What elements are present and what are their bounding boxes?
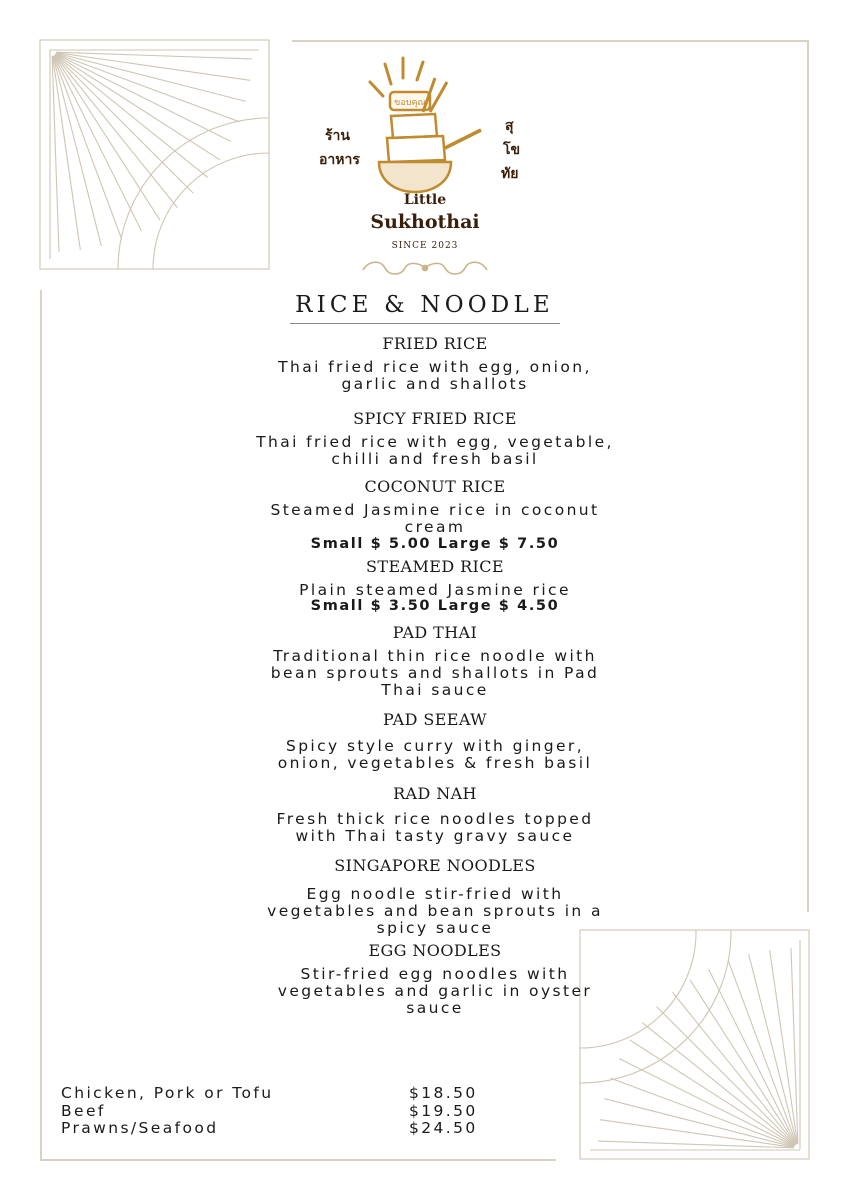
logo-thai-left-1: ร้าน bbox=[325, 128, 350, 144]
logo-ladle-handle bbox=[445, 130, 481, 148]
fan-ray bbox=[56, 53, 250, 81]
price-value: $18.50 bbox=[409, 1084, 478, 1103]
logo-middle-pot bbox=[387, 136, 445, 162]
price-label: Prawns/Seafood bbox=[61, 1119, 219, 1138]
logo-ray bbox=[385, 64, 391, 84]
fan-ray bbox=[52, 56, 59, 252]
item-desc-line: sauce bbox=[406, 999, 464, 1017]
item-desc-line: cream bbox=[404, 518, 466, 536]
fan-ray bbox=[56, 53, 240, 121]
item-desc-line: vegetables and garlic in oyster bbox=[277, 982, 593, 1000]
price-value: $24.50 bbox=[409, 1119, 478, 1138]
logo-since: SINCE 2023 bbox=[391, 241, 459, 251]
item-price: Small $ 5.00 Large $ 7.50 bbox=[310, 536, 560, 552]
fan-ray bbox=[53, 56, 121, 240]
fan-ray bbox=[657, 1007, 796, 1146]
logo-little: Little bbox=[403, 192, 447, 208]
item-name: STEAMED RICE bbox=[366, 557, 504, 576]
item-desc-line: bean sprouts and shallots in Pad bbox=[270, 664, 600, 682]
item-desc-line: with Thai tasty gravy sauce bbox=[295, 827, 575, 845]
item-name: SPICY FRIED RICE bbox=[353, 409, 517, 428]
logo-ray bbox=[417, 62, 423, 80]
bottom-right-fan-ornament bbox=[578, 928, 813, 1163]
fan-ray bbox=[673, 992, 796, 1145]
logo-thai-right-3: ทัย bbox=[501, 166, 519, 182]
logo-badge-text: ขอบคุณ bbox=[394, 98, 426, 108]
frame-left-bottom bbox=[40, 290, 42, 1160]
item-desc-line: Traditional thin rice noodle with bbox=[273, 647, 597, 665]
fan-ray bbox=[770, 950, 798, 1144]
item-desc-line: Plain steamed Jasmine rice bbox=[299, 581, 571, 599]
fan-ray bbox=[56, 52, 252, 59]
item-desc-line: Fresh thick rice noodles topped bbox=[276, 810, 594, 828]
item-desc-line: Spicy style curry with ginger, bbox=[285, 737, 585, 755]
logo-ray bbox=[370, 82, 383, 96]
section-title-underline bbox=[290, 323, 560, 324]
logo-thai-right-1: สุ bbox=[505, 118, 514, 134]
fan-ray bbox=[728, 961, 796, 1145]
item-desc-line: Stir-fried egg noodles with bbox=[300, 965, 570, 983]
restaurant-logo bbox=[305, 52, 545, 282]
price-row bbox=[61, 1085, 501, 1103]
item-desc-line: Steamed Jasmine rice in coconut bbox=[270, 501, 600, 519]
top-left-fan-ornament bbox=[38, 38, 273, 273]
item-desc-line: Thai fried rice with egg, onion, bbox=[278, 358, 592, 376]
price-row bbox=[61, 1120, 501, 1138]
frame-bottom-left bbox=[40, 1159, 556, 1161]
item-desc-line: onion, vegetables & fresh basil bbox=[277, 754, 593, 772]
item-name: EGG NOODLES bbox=[368, 941, 502, 960]
section-title: RICE & NOODLE bbox=[295, 292, 554, 318]
item-name: FRIED RICE bbox=[382, 334, 488, 353]
fan-ray bbox=[600, 1120, 794, 1148]
price-label: Beef bbox=[61, 1101, 106, 1120]
fan-ray bbox=[55, 55, 194, 194]
logo-graphic bbox=[305, 52, 545, 282]
logo-top-pot bbox=[391, 114, 437, 138]
logo-flourish bbox=[363, 262, 487, 274]
fan-ray bbox=[55, 55, 178, 208]
item-desc-line: garlic and shallots bbox=[341, 375, 529, 393]
fan-ray bbox=[53, 56, 81, 250]
fan-ray bbox=[604, 1099, 794, 1147]
item-desc-line: Thai fried rice with egg, vegetable, bbox=[256, 433, 614, 451]
item-desc-line: Egg noodle stir-fried with bbox=[306, 885, 564, 903]
fan-ray bbox=[53, 56, 101, 246]
fan-ray bbox=[611, 1078, 795, 1146]
fan-ray bbox=[598, 1141, 794, 1148]
price-value: $19.50 bbox=[409, 1101, 478, 1120]
fan-ray bbox=[749, 954, 797, 1144]
item-desc-line: chilli and fresh basil bbox=[331, 450, 539, 468]
fan-ray bbox=[791, 948, 798, 1144]
protein-price-list bbox=[61, 1085, 501, 1138]
logo-thai-left-2: อาหาร bbox=[319, 152, 360, 168]
item-name: SINGAPORE NOODLES bbox=[334, 856, 536, 875]
price-label: Chicken, Pork or Tofu bbox=[61, 1084, 274, 1103]
fan-ray bbox=[56, 53, 246, 101]
fan-ray bbox=[642, 1023, 795, 1146]
item-desc-line: spicy sauce bbox=[376, 919, 494, 937]
logo-name: Sukhothai bbox=[370, 211, 480, 233]
price-row bbox=[61, 1103, 501, 1121]
frame-top-right bbox=[292, 40, 809, 42]
fan-ray bbox=[55, 55, 208, 178]
item-name: PAD SEEAW bbox=[382, 710, 488, 729]
item-price: Small $ 3.50 Large $ 4.50 bbox=[310, 598, 560, 614]
logo-thai-right-2: โข bbox=[503, 142, 521, 158]
item-name: RAD NAH bbox=[393, 784, 477, 803]
item-name: PAD THAI bbox=[392, 623, 478, 642]
logo-bowl bbox=[379, 162, 451, 192]
item-name: COCONUT RICE bbox=[364, 477, 506, 496]
item-desc-line: vegetables and bean sprouts in a bbox=[267, 902, 603, 920]
frame-right-top bbox=[807, 40, 809, 912]
item-desc-line: Thai sauce bbox=[381, 681, 489, 699]
